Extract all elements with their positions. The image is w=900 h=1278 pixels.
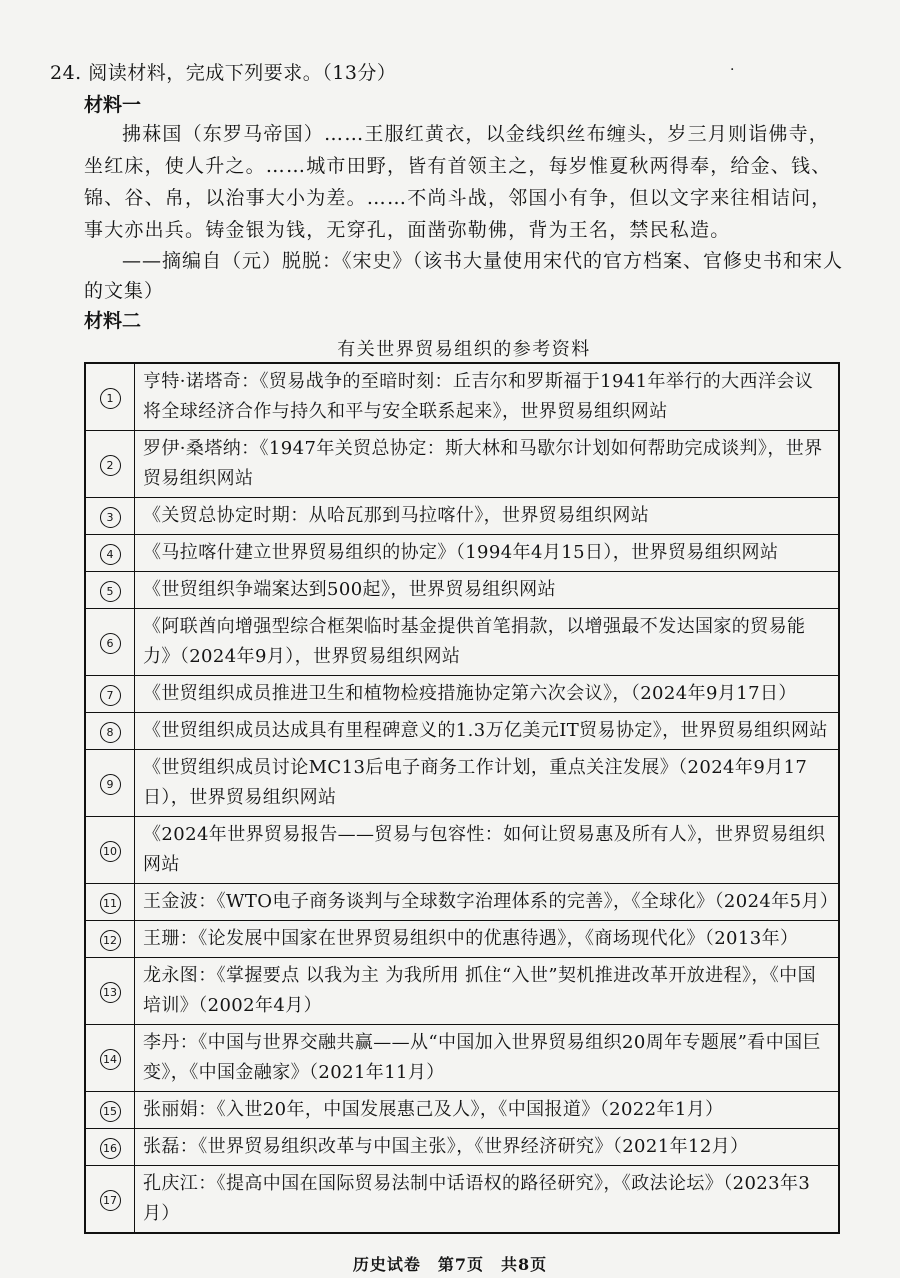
table-row (85, 535, 839, 572)
table-row (85, 572, 839, 609)
row-number: 10 (100, 841, 121, 862)
row-number-cell (85, 676, 135, 713)
row-reference-text: 《世贸组织成员达成具有里程碑意义的1.3万亿美元IT贸易协定》，世界贸易组织网站 (135, 713, 840, 750)
row-number: 9 (100, 774, 121, 795)
material1-text: 拂菻国（东罗马帝国）……王服红黄衣，以金线织丝布缠头，岁三月则诣佛寺，坐红床，使人升之。……城市田野，皆有首领主之，每岁惟夏秋两得奉，给金、钱、锦、谷、帛，以治事大小为差。……不尚斗战，邻国小有争，但以文字来往相诘问，事大亦出兵。铸金银为钱，无穿孔，面凿弥勒佛，背为王名，禁民私造。 (84, 123, 832, 241)
row-reference-text: 亨特·诺塔奇：《贸易战争的至暗时刻：丘吉尔和罗斯福于1941年举行的大西洋会议将全球经济合作与持久和平与安全联系起来》，世界贸易组织网站 (135, 363, 840, 431)
row-number: 3 (100, 507, 121, 528)
row-number: 13 (100, 982, 121, 1003)
row-reference-text: 张磊：《世界贸易组织改革与中国主张》，《世界经济研究》（2021年12月） (135, 1129, 840, 1166)
table-row (85, 713, 839, 750)
row-number: 12 (100, 930, 121, 951)
row-reference-text: 王金波：《WTO电子商务谈判与全球数字治理体系的完善》，《全球化》（2024年5月） (135, 884, 840, 921)
row-number: 14 (100, 1049, 121, 1070)
table-title: 有关世界贸易组织的参考资料 (337, 339, 591, 360)
row-reference-text: 《关贸总协定时期：从哈瓦那到马拉喀什》，世界贸易组织网站 (135, 498, 840, 535)
row-reference-text: 《世贸组织争端案达到500起》，世界贸易组织网站 (135, 572, 840, 609)
row-number-cell (85, 958, 135, 1025)
row-number-cell (85, 609, 135, 676)
row-number: 6 (100, 633, 121, 654)
table-row (85, 884, 839, 921)
row-number-cell (85, 750, 135, 817)
row-number-cell (85, 572, 135, 609)
ink-dot: · (730, 62, 735, 78)
table-row (85, 1092, 839, 1129)
material2-heading: 材料二 (84, 310, 142, 332)
table-row (85, 958, 839, 1025)
row-number: 7 (100, 685, 121, 706)
row-number-cell (85, 713, 135, 750)
table-row (85, 431, 839, 498)
row-number-cell (85, 363, 135, 431)
row-number-cell (85, 1092, 135, 1129)
row-reference-text: 《马拉喀什建立世界贸易组织的协定》（1994年4月15日），世界贸易组织网站 (135, 535, 840, 572)
row-number-cell (85, 1166, 135, 1234)
row-number-cell (85, 1129, 135, 1166)
table-row (85, 1025, 839, 1092)
table-row (85, 498, 839, 535)
row-number-cell (85, 817, 135, 884)
row-number: 11 (100, 893, 121, 914)
row-reference-text: 《2024年世界贸易报告——贸易与包容性：如何让贸易惠及所有人》，世界贸易组织网站 (135, 817, 840, 884)
table-row (85, 363, 839, 431)
table-row (85, 817, 839, 884)
row-number-cell (85, 535, 135, 572)
row-number-cell (85, 498, 135, 535)
row-number: 4 (100, 544, 121, 565)
page-footer: 历史试卷 第7页 共8页 (352, 1255, 548, 1274)
table-row (85, 1129, 839, 1166)
row-number: 17 (100, 1190, 121, 1211)
row-number: 8 (100, 722, 121, 743)
row-number: 15 (100, 1101, 121, 1122)
row-number-cell (85, 1025, 135, 1092)
row-reference-text: 李丹：《中国与世界交融共赢——从“中国加入世界贸易组织20周年专题展”看中国巨变》，《中国金融家》（2021年11月） (135, 1025, 840, 1092)
row-number-cell (85, 431, 135, 498)
row-number-cell (85, 921, 135, 958)
row-reference-text: 《阿联酋向增强型综合框架临时基金提供首笔捐款，以增强最不发达国家的贸易能力》（2024年9月），世界贸易组织网站 (135, 609, 840, 676)
table-row (85, 750, 839, 817)
row-reference-text: 龙永图：《掌握要点 以我为主 为我所用 抓住“入世”契机推进改革开放进程》，《中国培训》（2002年4月） (135, 958, 840, 1025)
row-reference-text: 罗伊·桑塔纳：《1947年关贸总协定：斯大林和马歇尔计划如何帮助完成谈判》，世界贸易组织网站 (135, 431, 840, 498)
row-reference-text: 《世贸组织成员讨论MC13后电子商务工作计划，重点关注发展》（2024年9月17日），世界贸易组织网站 (135, 750, 840, 817)
row-reference-text: 张丽娟：《入世20年，中国发展惠己及人》，《中国报道》（2022年1月） (135, 1092, 840, 1129)
row-reference-text: 孔庆江：《提高中国在国际贸易法制中话语权的路径研究》，《政法论坛》（2023年3月） (135, 1166, 840, 1234)
row-reference-text: 《世贸组织成员推进卫生和植物检疫措施协定第六次会议》，（2024年9月17日） (135, 676, 840, 713)
table-row (85, 609, 839, 676)
row-number: 16 (100, 1138, 121, 1159)
question-title: 24. 阅读材料，完成下列要求。（13分） (50, 62, 397, 84)
row-number-cell (85, 884, 135, 921)
table-row (85, 1166, 839, 1234)
reference-table (84, 362, 840, 1234)
material1-heading: 材料一 (84, 94, 142, 116)
row-number: 2 (100, 455, 121, 476)
row-reference-text: 王珊：《论发展中国家在世界贸易组织中的优惠待遇》，《商场现代化》（2013年） (135, 921, 840, 958)
material1-source: ——摘编自（元）脱脱：《宋史》（该书大量使用宋代的官方档案、官修史书和宋人的文集） (84, 250, 844, 302)
table-row (85, 921, 839, 958)
row-number: 1 (100, 388, 121, 409)
row-number: 5 (100, 581, 121, 602)
table-row (85, 676, 839, 713)
